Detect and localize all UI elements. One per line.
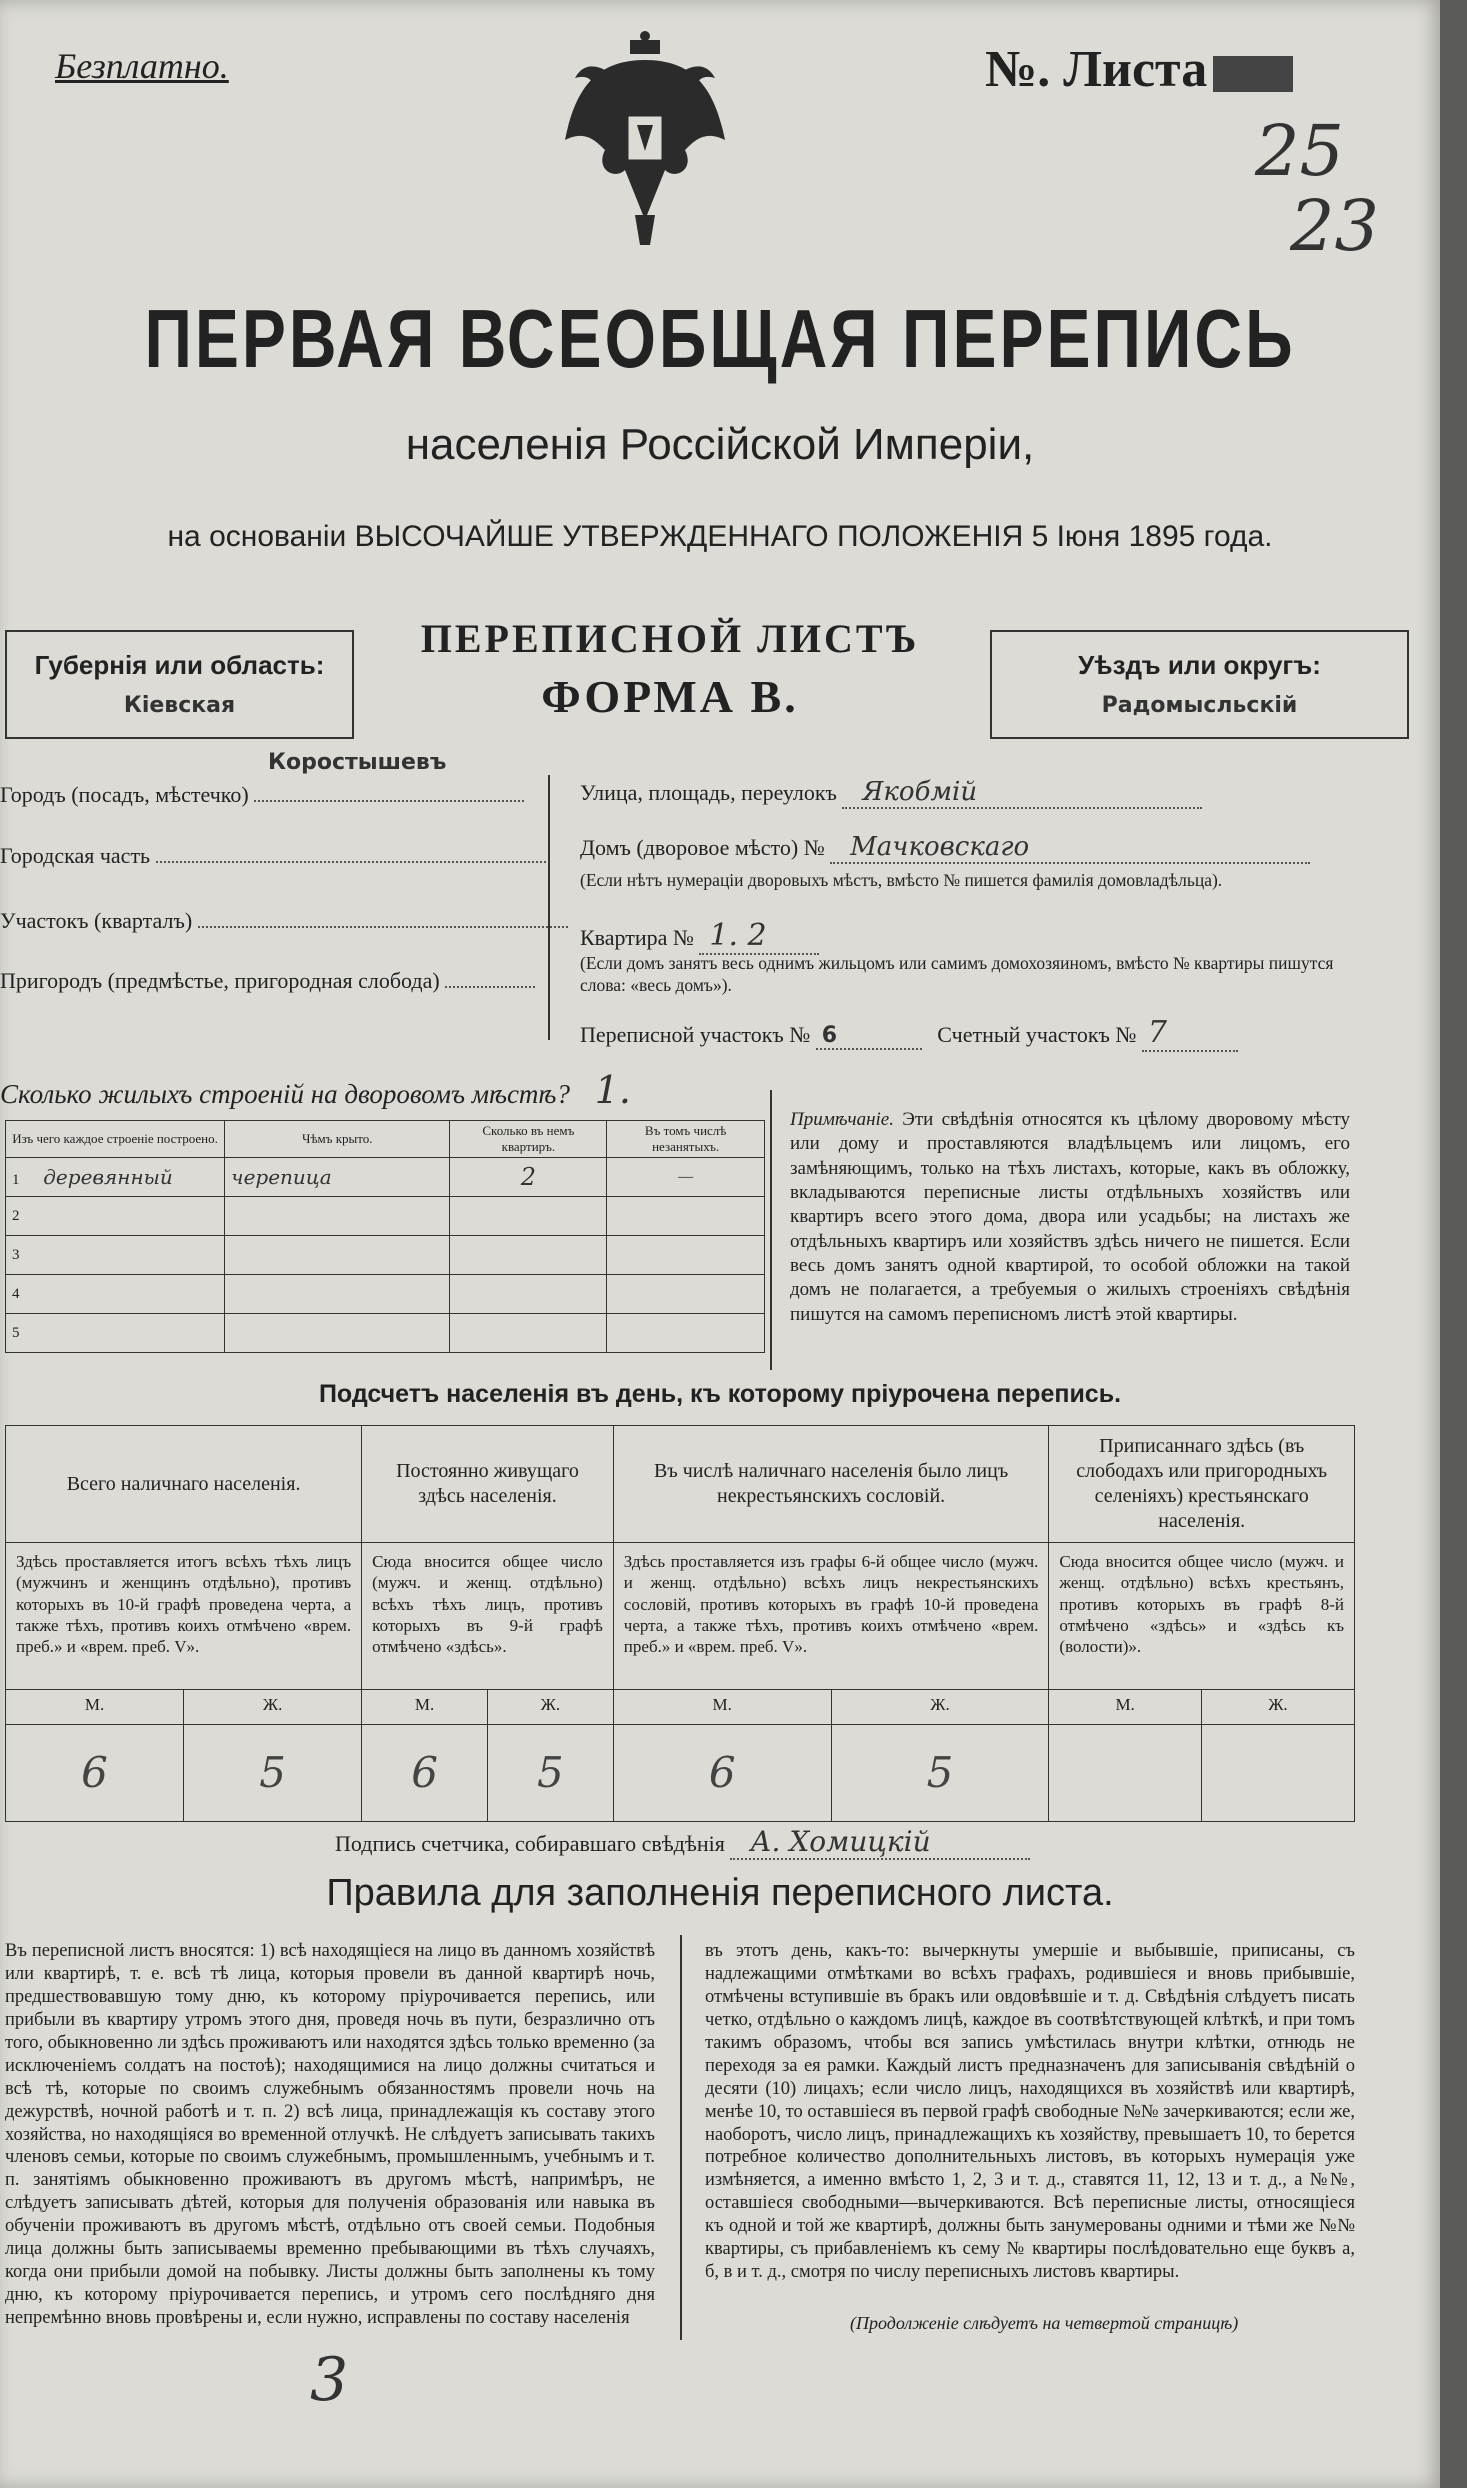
pop-desc-permanent: Сюда вносится общее число (мужч. и женщ. отдѣльно) всѣхъ тѣхъ лицъ, противъ которыхъ въ 9-й графѣ отмѣчено «здѣсь». [362, 1543, 614, 1690]
suburb-label: Пригородъ (предмѣстье, пригородная слобода) [0, 968, 440, 993]
count-district-value: 7 [1142, 1015, 1238, 1052]
city-part-field [0, 843, 546, 869]
row-number: 5 [12, 1324, 20, 1341]
town-label: Городъ (посадъ, мѣстечко) [0, 782, 249, 807]
row-apartments: 2 [450, 1158, 607, 1197]
population-title: Подсчетъ населенія въ день, къ которому пріурочена перепись. [318, 1380, 1122, 1408]
row-roof: черепица [225, 1158, 450, 1197]
row-apartments [450, 1275, 607, 1314]
buildings-col-apartments: Сколько въ немъ квартиръ. [450, 1121, 607, 1158]
note-divider [770, 1090, 772, 1370]
apartment-label: Квартира № [580, 925, 694, 950]
census-main-title: ПЕРВАЯ ВСЕОБЩАЯ ПЕРЕПИСЬ [144, 291, 1296, 385]
apartment-note: (Если домъ занятъ весь однимъ жильцомъ или самимъ домохозяиномъ, вмѣсто № квартиры пишутся слова: «весь домъ»). [580, 953, 1334, 995]
address-divider [548, 775, 550, 1040]
pop-f-label: Ж. [831, 1690, 1049, 1725]
buildings-question-row [0, 1068, 631, 1112]
house-field [580, 832, 1310, 864]
district-value: Радомысльскій [1101, 693, 1298, 718]
form-title-block [375, 615, 965, 740]
pop-m-label: М. [6, 1690, 184, 1725]
double-headed-eagle-icon [555, 30, 735, 250]
pop-desc-non-peasant: Здѣсь проставляется изъ графы 6-й общее число (мужч. и женщ. отдѣльно) всѣхъ лицъ некрестьянскихъ сословій, противъ которыхъ въ графѣ 10-й проведена черта, а также тѣхъ, противъ коихъ отмѣчено «врем. преб.» и «врем. преб. V». [613, 1543, 1049, 1690]
province-box [5, 630, 354, 739]
buildings-note [790, 1108, 1350, 1327]
ward-field [0, 908, 568, 934]
town-field [0, 782, 524, 808]
buildings-cell [6, 1314, 225, 1353]
buildings-cell [6, 1236, 225, 1275]
row-number: 3 [12, 1246, 20, 1263]
province-value: Кіевская [123, 693, 236, 718]
city-part-dots [156, 861, 546, 863]
pop-desc-peasant: Сюда вносится общее число (мужч. и женщ. отдѣльно) всѣхъ крестьянъ, противъ которыхъ въ графѣ 8-й отмѣчено «здѣсь» и «здѣсь къ (волости)». [1049, 1543, 1355, 1690]
table-row [6, 1314, 765, 1353]
pop-col-peasant: Приписаннаго здѣсь (въ слободахъ или пригородныхъ селеніяхъ) крестьянскаго населенія. [1049, 1426, 1355, 1543]
rules-divider [680, 1935, 682, 2340]
pop-permanent-m: 6 [362, 1725, 488, 1822]
buildings-col-vacant: Въ томъ числѣ незанятыхъ. [607, 1121, 765, 1158]
handwritten-number-25: 25 [1255, 110, 1345, 192]
row-apartments [450, 1314, 607, 1353]
buildings-col-roof: Чѣмъ крыто. [225, 1121, 450, 1158]
row-vacant [607, 1236, 765, 1275]
table-row [6, 1158, 765, 1197]
rules-right-column: въ этотъ день, какъ-то: вычеркнуты умершіе и выбывшіе, приписаны, съ надлежащими отмѣтками во всѣхъ графахъ, родившіеся и вновь прибывшіе, отмѣчены вступившіе въ бракъ или овдовѣвшіе и т. д. Свѣдѣнія слѣдуетъ писать четко, отдѣльно о каждомъ лицѣ, каждое въ соотвѣтствующей клѣткѣ, и при томъ такимъ образомъ, чтобы вся запись умѣстилась внутри клѣтки, отнюдь не переходя за ея рамки. Каждый листъ предназначенъ для записыванія свѣдѣній о десяти (10) лицахъ; если число лицъ, находящихся въ хозяйствѣ или квартирѣ, менѣе 10, то оставшіеся въ первой графѣ свободные №№ зачеркиваются; если же, наоборотъ, число лицъ, принадлежащихъ къ хозяйству, превышаетъ 10, то берется потребное количество дополнительныхъ листовъ, въ которыхъ нумерація уже измѣняется, а именно вмѣсто 1, 2, 3 и т. д., ставятся 11, 12, 13 и т. д., а №№, оставшіеся свободными—вычеркиваются. Всѣ переписные листы, относящіеся къ одной и той же квартирѣ, должны быть занумерованы одними и тѣми же №№ квартиры, съ прибавленіемъ къ сему № квартиры послѣдовательно еще буквъ а, б, в и т. д., смотря по числу переписныхъ листовъ квартиры. [705, 1941, 1355, 2283]
pop-f-label: Ж. [184, 1690, 362, 1725]
row-roof [225, 1314, 450, 1353]
buildings-table [5, 1120, 765, 1353]
buildings-table-header [6, 1121, 765, 1158]
free-label: Безплатно. [55, 46, 229, 86]
town-stamp: Коростышевъ [268, 750, 447, 775]
city-part-label: Городская часть [0, 843, 151, 868]
population-descriptions [6, 1543, 1355, 1690]
row-roof [225, 1236, 450, 1275]
apartment-field [580, 918, 819, 955]
table-row [6, 1275, 765, 1314]
note-text: Эти свѣдѣнія относятся къ цѣлому дворовому мѣсту или дому и проставляются владѣльцемъ или лицомъ, его замѣняющимъ, только на тѣхъ листахъ, которые, какъ въ обложку, вкладываются переписные листы отдѣльныхъ хозяйствъ или квартиръ всего этого дома, двора или усадьбы; на листахъ же отдѣльныхъ квартиръ или хозяйствъ здѣсь ничего не пишется. Если весь домъ занятъ одной квартирой, то особой обложки на такой домъ не полагается, а требуемыя о жилыхъ строеніяхъ свѣдѣнія пишутся на самомъ переписномъ листѣ этой квартиры. [790, 1109, 1351, 1325]
apartment-value: 1. 2 [699, 918, 819, 955]
pop-m-label: М. [1049, 1690, 1201, 1725]
row-apartments [450, 1236, 607, 1275]
pop-peasant-m [1049, 1725, 1201, 1822]
form-subtitle: ФОРМА В. [541, 671, 799, 722]
pop-non-peasant-f: 5 [831, 1725, 1049, 1822]
house-label: Домъ (дворовое мѣсто) № [580, 835, 825, 860]
pop-col-permanent: Постоянно живущаго здѣсь населенія. [362, 1426, 614, 1543]
pop-col-total: Всего наличнаго населенія. [6, 1426, 362, 1543]
handwritten-number-23: 23 [1290, 185, 1380, 267]
pop-f-label: Ж. [1201, 1690, 1354, 1725]
signature-value: А. Хомицкій [730, 1825, 1030, 1860]
suburb-dots [445, 986, 535, 988]
rules-title: Правила для заполненія переписного листа. [326, 1872, 1114, 1914]
sheet-number-blot [1213, 56, 1293, 92]
pop-m-label: М. [362, 1690, 488, 1725]
population-mf-labels [6, 1690, 1355, 1725]
street-label: Улица, площадь, переулокъ [580, 780, 837, 805]
census-district-value: 6 [816, 1023, 922, 1050]
pop-col-non-peasant: Въ числѣ наличнаго населенія было лицъ некрестьянскихъ сословій. [613, 1426, 1049, 1543]
buildings-cell [6, 1158, 225, 1197]
pop-total-f: 5 [184, 1725, 362, 1822]
district-label: Уѣздъ или округъ: [1078, 650, 1321, 680]
district-box [990, 630, 1409, 739]
buildings-cell [6, 1197, 225, 1236]
buildings-cell [6, 1275, 225, 1314]
population-values [6, 1725, 1355, 1822]
house-value: Мачковскаго [830, 832, 1310, 864]
population-table [5, 1425, 1355, 1822]
table-row [6, 1197, 765, 1236]
row-number: 2 [12, 1207, 20, 1224]
buildings-col-material: Изъ чего каждое строеніе построено. [6, 1121, 225, 1158]
handwritten-page-number: 3 [310, 2345, 349, 2415]
row-number: 4 [12, 1285, 20, 1302]
pop-total-m: 6 [6, 1725, 184, 1822]
rules-left-column: Въ переписной листъ вносятся: 1) всѣ находящіеся на лицо въ данномъ хозяйствѣ или квартирѣ, т. е. всѣ тѣ лица, которыя провели въ данной квартирѣ ночь, предшествовавшую тому дню, къ которому пріурочивается перепись, или прибыли въ квартиру утромъ этого дня, проведя ночь въ пути, безразлично отъ того, обыкновенно ли здѣсь проживаютъ или находятся здѣсь только временно (за исключеніемъ солдатъ на постоѣ); находящимися на лицо должны считаться и всѣ тѣ, которые по своимъ служебнымъ обязанностямъ провели ночь на дежурствѣ, ночной работѣ и т. п. 2) всѣ лица, принадлежащія къ составу этого хозяйства, но находящіяся во временной отлучкѣ. Не слѣдуетъ записывать такихъ членовъ семьи, которые по своимъ служебнымъ, промышленнымъ, учебнымъ и т. п. занятіямъ обыкновенно проживаютъ въ другомъ мѣстѣ, напримѣръ, не слѣдуетъ записывать дѣтей, которыя для полученія образованія или навыка въ обученіи проживаютъ въ другомъ мѣстѣ, отдѣльно отъ своей семьи. Подобныя лица должны быть записываемы временно пребывающими въ тѣхъ случаяхъ, когда они прибыли домой на побывку. Листы должны быть заполнены къ тому дню, къ которому пріурочивается перепись, и утромъ сего послѣдняго дня непремѣнно вновь провѣрены и, если нужно, исправлены по составу населенія [5, 1941, 655, 2328]
town-dots [254, 800, 524, 802]
pop-permanent-f: 5 [487, 1725, 613, 1822]
row-vacant [607, 1197, 765, 1236]
row-apartments [450, 1197, 607, 1236]
house-note: (Если нѣтъ нумераціи дворовыхъ мѣстъ, вмѣсто № пишется фамилія домовладѣльца). [580, 870, 1223, 890]
census-basis-line: на основаніи ВЫСОЧАЙШЕ УТВЕРЖДЕННАГО ПОЛОЖЕНІЯ 5 Іюня 1895 года. [167, 520, 1273, 553]
sheet-number-label [985, 40, 1293, 99]
signature-label: Подпись счетчика, собиравшаго свѣдѣнія [335, 1831, 725, 1856]
pop-desc-total: Здѣсь проставляется итогъ всѣхъ тѣхъ лицъ (мужчинъ и женщинъ отдѣльно), противъ которыхъ въ 10-й графѣ проведена черта, а также тѣхъ, противъ коихъ отмѣчено «врем. преб.» и «врем. преб. V». [6, 1543, 362, 1690]
buildings-answer: 1. [594, 1068, 631, 1112]
signature-field [335, 1825, 1030, 1860]
row-roof [225, 1275, 450, 1314]
sheet-number-text: №. Листа [985, 41, 1208, 98]
count-district-label: Счетный участокъ № [937, 1022, 1137, 1047]
pop-f-label: Ж. [487, 1690, 613, 1725]
rules-continued: (Продолженіе слѣдуетъ на четвертой страницѣ) [850, 2313, 1239, 2333]
ward-label: Участокъ (кварталъ) [0, 908, 193, 933]
note-head: Примѣчаніе. [790, 1109, 894, 1130]
population-heads [6, 1426, 1355, 1543]
table-row [6, 1236, 765, 1275]
street-field [580, 777, 1202, 809]
province-label: Губернія или область: [34, 650, 325, 680]
row-material: деревянный [43, 1165, 173, 1189]
suburb-field [0, 968, 535, 994]
ward-dots [198, 926, 568, 928]
census-district-label: Переписной участокъ № [580, 1022, 811, 1047]
row-number: 1 [12, 1172, 20, 1188]
row-vacant: — [607, 1158, 765, 1197]
pop-peasant-f [1201, 1725, 1354, 1822]
pop-m-label: М. [613, 1690, 831, 1725]
row-vacant [607, 1275, 765, 1314]
census-district-field [580, 1015, 1238, 1052]
pop-non-peasant-m: 6 [613, 1725, 831, 1822]
row-vacant [607, 1314, 765, 1353]
census-subtitle: населенія Россійской Имперіи, [405, 420, 1035, 469]
street-value: Якобмій [842, 777, 1202, 809]
form-title: ПЕРЕПИСНОЙ ЛИСТЪ [420, 616, 920, 661]
buildings-question: Сколько жилыхъ строеній на дворовомъ мѣстѣ? [0, 1079, 570, 1109]
row-roof [225, 1197, 450, 1236]
